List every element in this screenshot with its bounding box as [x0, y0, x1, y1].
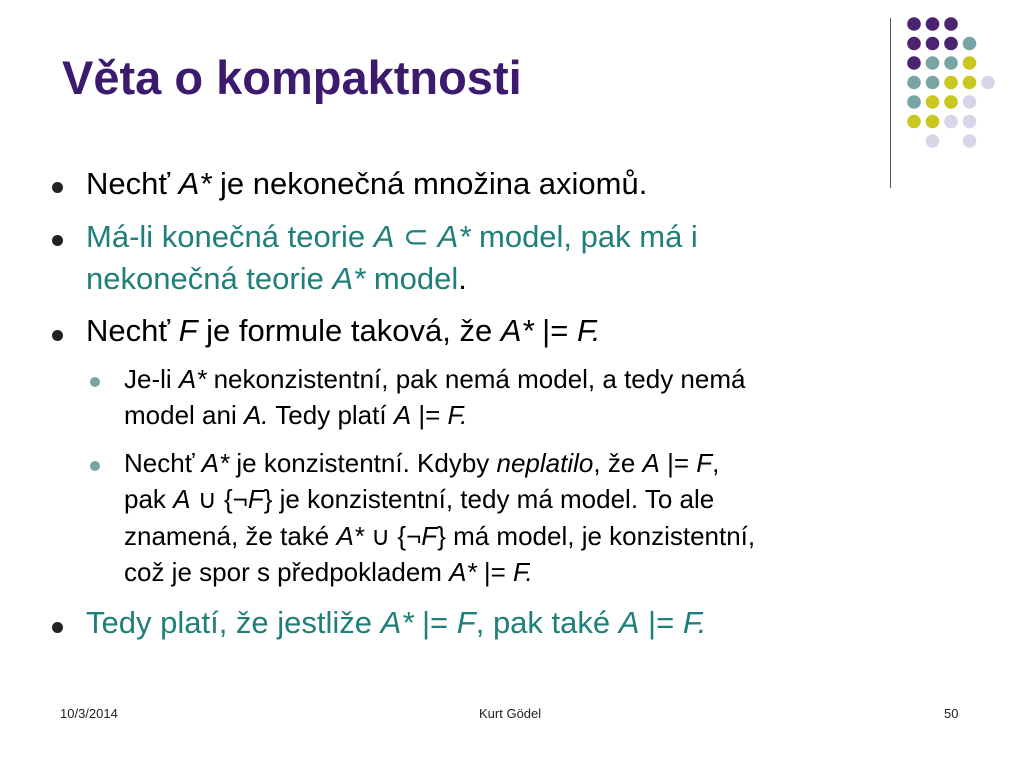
decorative-dot	[963, 76, 977, 90]
sub-bullet-line-1b: model ani A. Tedy platí A |= F.	[124, 400, 468, 430]
decorative-dot	[926, 95, 940, 109]
sub-bullet-line-2d: což je spor s předpokladem A* |= F.	[124, 557, 533, 587]
decorative-dot	[963, 115, 977, 129]
decorative-dot	[963, 95, 977, 109]
sub-bullet-line-2c: znamená, že také A* ∪ {¬F} má model, je konzistentní,	[124, 521, 756, 551]
decorative-dot	[926, 37, 940, 51]
bullet-icon	[52, 235, 63, 246]
decorative-dot	[907, 37, 921, 51]
decorative-dot	[926, 17, 940, 31]
bullet-line-1: Nechť A* je nekonečná množina axiomů.	[86, 166, 648, 201]
decorative-dot	[963, 37, 977, 51]
bullet-line-2b: nekonečná teorie A* model.	[86, 261, 467, 296]
decorative-dot	[944, 17, 958, 31]
decorative-dot	[907, 95, 921, 109]
decorative-dot	[926, 56, 940, 70]
sub-bullet-line-2b: pak A ∪ {¬F} je konzistentní, tedy má model. To ale	[124, 484, 715, 514]
decorative-dot	[907, 17, 921, 31]
decorative-dot-grid	[902, 10, 1012, 170]
decorative-dot	[926, 134, 940, 148]
bullet-line-4: Tedy platí, že jestliže A* |= F, pak také A |= F.	[86, 605, 707, 640]
decorative-dot	[907, 76, 921, 90]
decorative-dot	[944, 95, 958, 109]
decorative-dot	[963, 56, 977, 70]
decorative-dot	[944, 37, 958, 51]
bullet-icon	[52, 330, 63, 341]
footer-page-number: 50	[944, 706, 959, 721]
decorative-dot	[944, 76, 958, 90]
decorative-dot	[926, 76, 940, 90]
decorative-dot	[963, 134, 977, 148]
bullet-icon	[52, 182, 63, 193]
sub-bullet-icon	[90, 377, 100, 387]
decorative-dot	[981, 76, 995, 90]
decorative-dot	[944, 115, 958, 129]
sub-bullet-line-2a: Nechť A* je konzistentní. Kdyby neplatilo, že A |= F,	[124, 448, 720, 478]
sub-bullet-icon	[90, 461, 100, 471]
sub-bullet-line-1a: Je-li A* nekonzistentní, pak nemá model, a tedy nemá	[124, 364, 746, 394]
decorative-dot	[944, 56, 958, 70]
bullet-line-3: Nechť F je formule taková, že A* |= F.	[86, 313, 601, 348]
footer-author: Kurt Gödel	[479, 706, 542, 721]
decorative-dot	[926, 115, 940, 129]
footer-date: 10/3/2014	[60, 706, 118, 721]
bullet-line-2a: Má-li konečná teorie A ⊂ A* model, pak má i	[86, 219, 698, 254]
slide-title: Věta o kompaktnosti	[62, 51, 522, 104]
bullet-icon	[52, 622, 63, 633]
decorative-dot	[907, 56, 921, 70]
decorative-divider	[890, 18, 891, 188]
decorative-dot	[907, 115, 921, 129]
